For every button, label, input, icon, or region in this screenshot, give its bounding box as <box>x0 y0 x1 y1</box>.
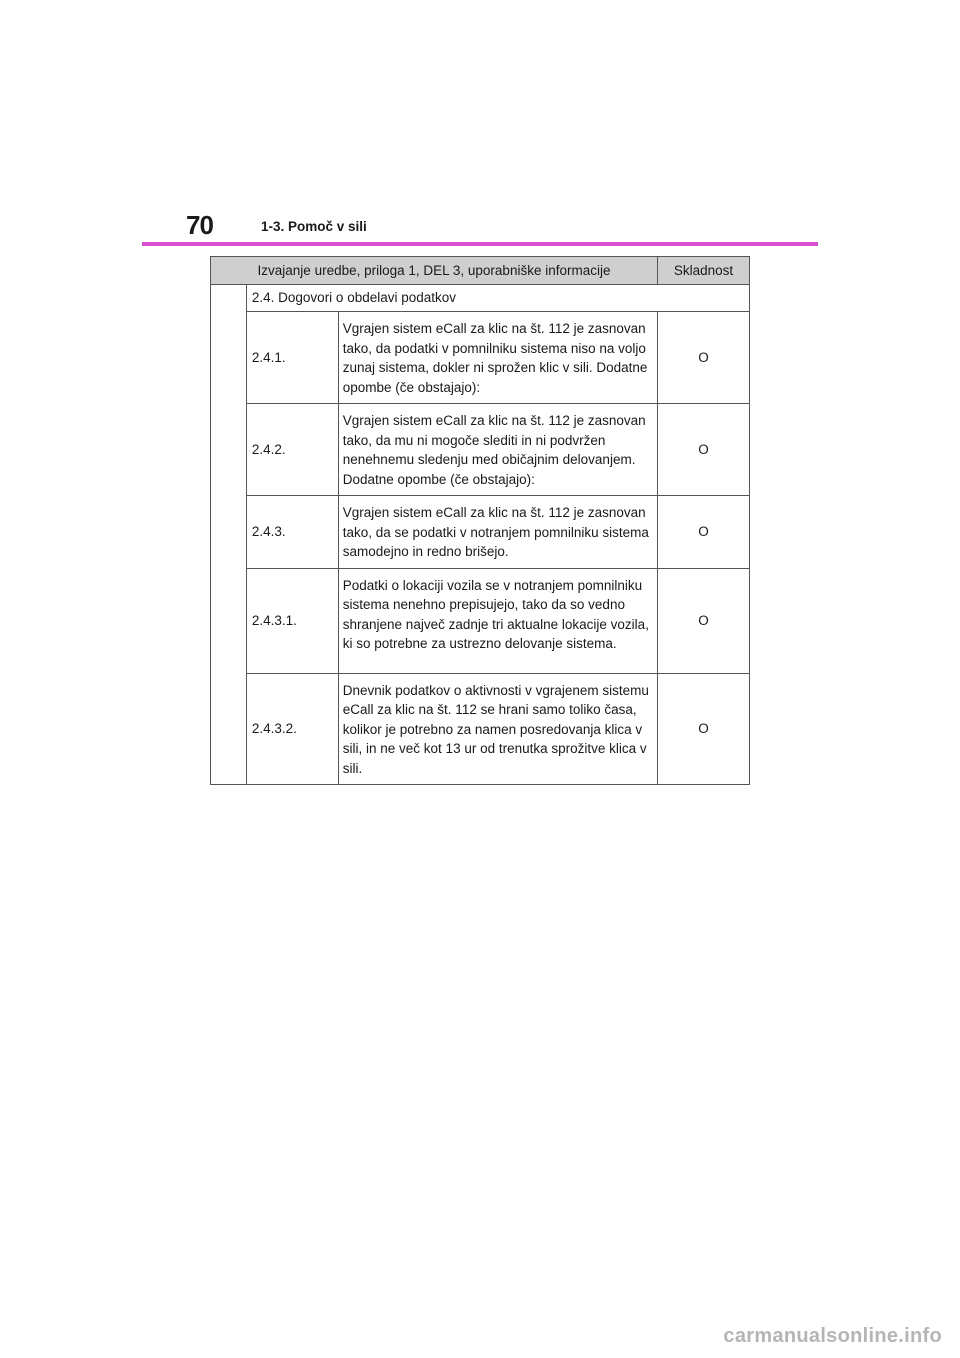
table-row <box>211 312 750 404</box>
compliance-table <box>210 256 750 785</box>
row-compliance: O <box>658 496 750 569</box>
row-code: 2.4.3.1. <box>246 568 338 673</box>
column-header-compliance: Skladnost <box>658 257 750 285</box>
column-header-info: Izvajanje uredbe, priloga 1, DEL 3, uporabniške informacije <box>211 257 658 285</box>
row-compliance: O <box>658 673 750 785</box>
table-header-row <box>211 257 750 285</box>
row-compliance: O <box>658 404 750 496</box>
row-code: 2.4.1. <box>246 312 338 404</box>
table-row <box>211 673 750 785</box>
row-description: Dnevnik podatkov o aktivnosti v vgrajenem sistemu eCall za klic na št. 112 se hrani samo toliko časa, kolikor je potrebno za namen posredovanja klica v sili, in ne več kot 13 ur od trenutka sprožitve klica v sili. <box>338 673 657 785</box>
page-number: 70 <box>186 210 213 240</box>
header-rule <box>142 242 818 246</box>
row-code: 2.4.2. <box>246 404 338 496</box>
table-row <box>211 568 750 673</box>
table-row <box>211 404 750 496</box>
row-compliance: O <box>658 568 750 673</box>
row-description: Podatki o lokaciji vozila se v notranjem pomnilniku sistema nenehno prepisujejo, tako da so vedno shranjene največ zadnje tri aktualne lokacije vozila, ki so potrebne za ustrezno delovanje sistema. <box>338 568 657 673</box>
table-row <box>211 496 750 569</box>
row-description: Vgrajen sistem eCall za klic na št. 112 je zasnovan tako, da se podatki v notranjem pomnilniku sistema samodejno in redno brišejo. <box>338 496 657 569</box>
footer-watermark: carmanualsonline.info <box>723 1325 942 1347</box>
indent-spacer-cell <box>211 285 247 785</box>
group-title: 2.4. Dogovori o obdelavi podatkov <box>246 285 749 312</box>
row-compliance: O <box>658 312 750 404</box>
section-title: 1-3. Pomoč v sili <box>261 219 367 234</box>
row-code: 2.4.3. <box>246 496 338 569</box>
group-row <box>211 285 750 312</box>
row-description: Vgrajen sistem eCall za klic na št. 112 je zasnovan tako, da podatki v pomnilniku sistema niso na voljo zunaj sistema, dokler ni sprožen klic v sili. Dodatne opombe (če obstajajo): <box>338 312 657 404</box>
row-description: Vgrajen sistem eCall za klic na št. 112 je zasnovan tako, da mu ni mogoče slediti in ni podvržen nenehnemu sledenju med običajnim delovanjem. Dodatne opombe (če obstajajo): <box>338 404 657 496</box>
row-code: 2.4.3.2. <box>246 673 338 785</box>
